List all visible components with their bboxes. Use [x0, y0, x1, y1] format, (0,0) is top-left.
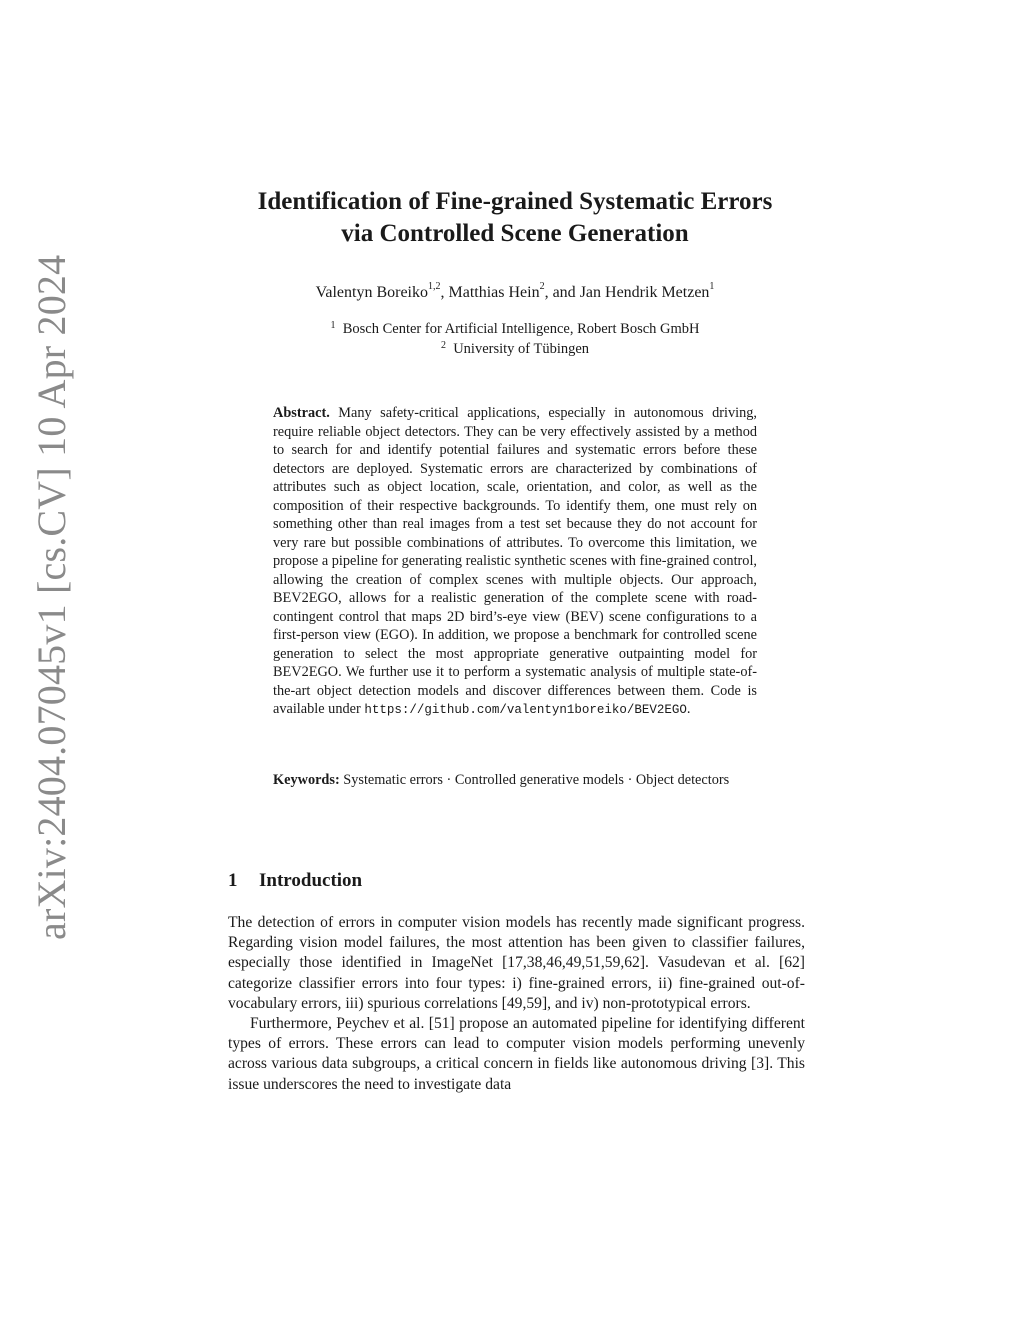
author-name: Jan Hendrik Metzen [579, 284, 710, 301]
author-affiliation-mark: 1,2 [427, 281, 441, 292]
affiliation: $^2$ University of Tübingen [440, 340, 590, 357]
author-affiliation-mark: 2 [539, 281, 545, 292]
section-heading-introduction [228, 870, 362, 892]
abstract-label: Abstract. [273, 405, 330, 421]
keywords-text: Systematic errors · Controlled generative models · Object detectors [343, 772, 730, 788]
affiliation: $^1$ Bosch Center for Artificial Intelligence, Robert Bosch GmbH [330, 320, 700, 337]
code-repository-link[interactable]: https://github.com/valentyn1boreiko/BEV2EGO [364, 703, 687, 717]
abstract: Abstract. Many safety-critical applications, especially in autonomous driving, require reliable object detectors. They can be very effectively assisted by a method to search for and identify potential failures and systematic errors before these detectors are deployed. Systematic errors are characterized by combinations of attributes such as object location, scale, orientation, and color, as well as the composition of their respective backgrounds. To identify them, one must rely on something other than real images from a test set because they do not account for very rare but possible combinations of attributes. To overcome this limitation, we propose a pipeline for generating realistic synthetic scenes with fine-grained control, allowing the creation of complex scenes with multiple objects. Our approach, BEV2EGO, allows for a realistic generation of the complete scene with road-contingent control that maps 2D bird’s-eye view (BEV) scene configurations to a first-person view (EGO). In addition, we propose a benchmark for controlled scene generation to select the most appropriate generative outpainting model for BEV2EGO. We further use it to perform a systematic analysis of multiple state-of-the-art object detection models and discover differences between them. Code is available under https://github.com/valentyn1boreiko/BEV2EGO. [273, 405, 757, 717]
paper-title-line-1: Identification of Fine-grained Systematic Errors [257, 188, 773, 215]
paragraph: Furthermore, Peychev et al. [51] propose an automated pipeline for identifying different types of errors. These errors can lead to computer vision models performing unevenly across various data subgroups, a critical concern in fields like autonomous driving [3]. This issue underscores the need to investigate data [228, 1015, 805, 1093]
keywords [273, 771, 757, 790]
paper-title [200, 186, 830, 250]
author-list: Valentyn Boreiko$^{1,2}$, Matthias Hein$^2$, and Jan Hendrik Metzen$^1$ [315, 281, 715, 301]
paper-title-line-2: via Controlled Scene Generation [341, 220, 689, 247]
affiliation-list [200, 319, 830, 359]
section-title: Introduction [259, 870, 363, 891]
keywords-label: Keywords: [273, 772, 340, 788]
section-number: 1 [228, 870, 238, 891]
introduction-body [228, 913, 805, 1095]
abstract-text: Many safety-critical applications, especially in autonomous driving, require reliable object detectors. They can be very effectively assisted by a method to search for and identify potential failures and systematic errors before these detectors are deployed. Systematic errors are characterized by combinations of attributes such as object location, scale, orientation, and color, as well as the composition of their respective backgrounds. To identify them, one must rely on something other than real images from a test set because they do not account for very rare but possible combinations of attributes. To overcome this limitation, we propose a pipeline for generating realistic synthetic scenes with fine-grained control, allowing the creation of complex scenes with multiple objects. Our approach, BEV2EGO, allows for a realistic generation of the complete scene with road-contingent control that maps 2D bird’s-eye view (BEV) scene configurations to a first-person view (EGO). In addition, we propose a benchmark for controlled scene generation to select the most appropriate generative outpainting model for BEV2EGO. We further use it to perform a systematic analysis of multiple state-of-the-art object detection models and discover differences between them. Code is available under [273, 405, 757, 717]
arxiv-identifier-stamp: arXiv:2404.07045v1 [cs.CV] 10 Apr 2024 [29, 254, 74, 940]
author-name: Matthias Hein [448, 284, 540, 301]
paragraph: The detection of errors in computer vision models has recently made significant progress. Regarding vision model failures, the most attention has been given to classifier failures, especially those identified in ImageNet [17,38,46,49,51,59,62]. Vasudevan et al. [62] categorize classifier errors into four types: i) fine-grained errors, ii) fine-grained out-of-vocabulary errors, iii) spurious correlations [49,59], and iv) non-prototypical errors. [228, 914, 805, 1012]
author-name: Valentyn Boreiko [315, 284, 428, 301]
author-affiliation-mark: 1 [709, 281, 715, 292]
